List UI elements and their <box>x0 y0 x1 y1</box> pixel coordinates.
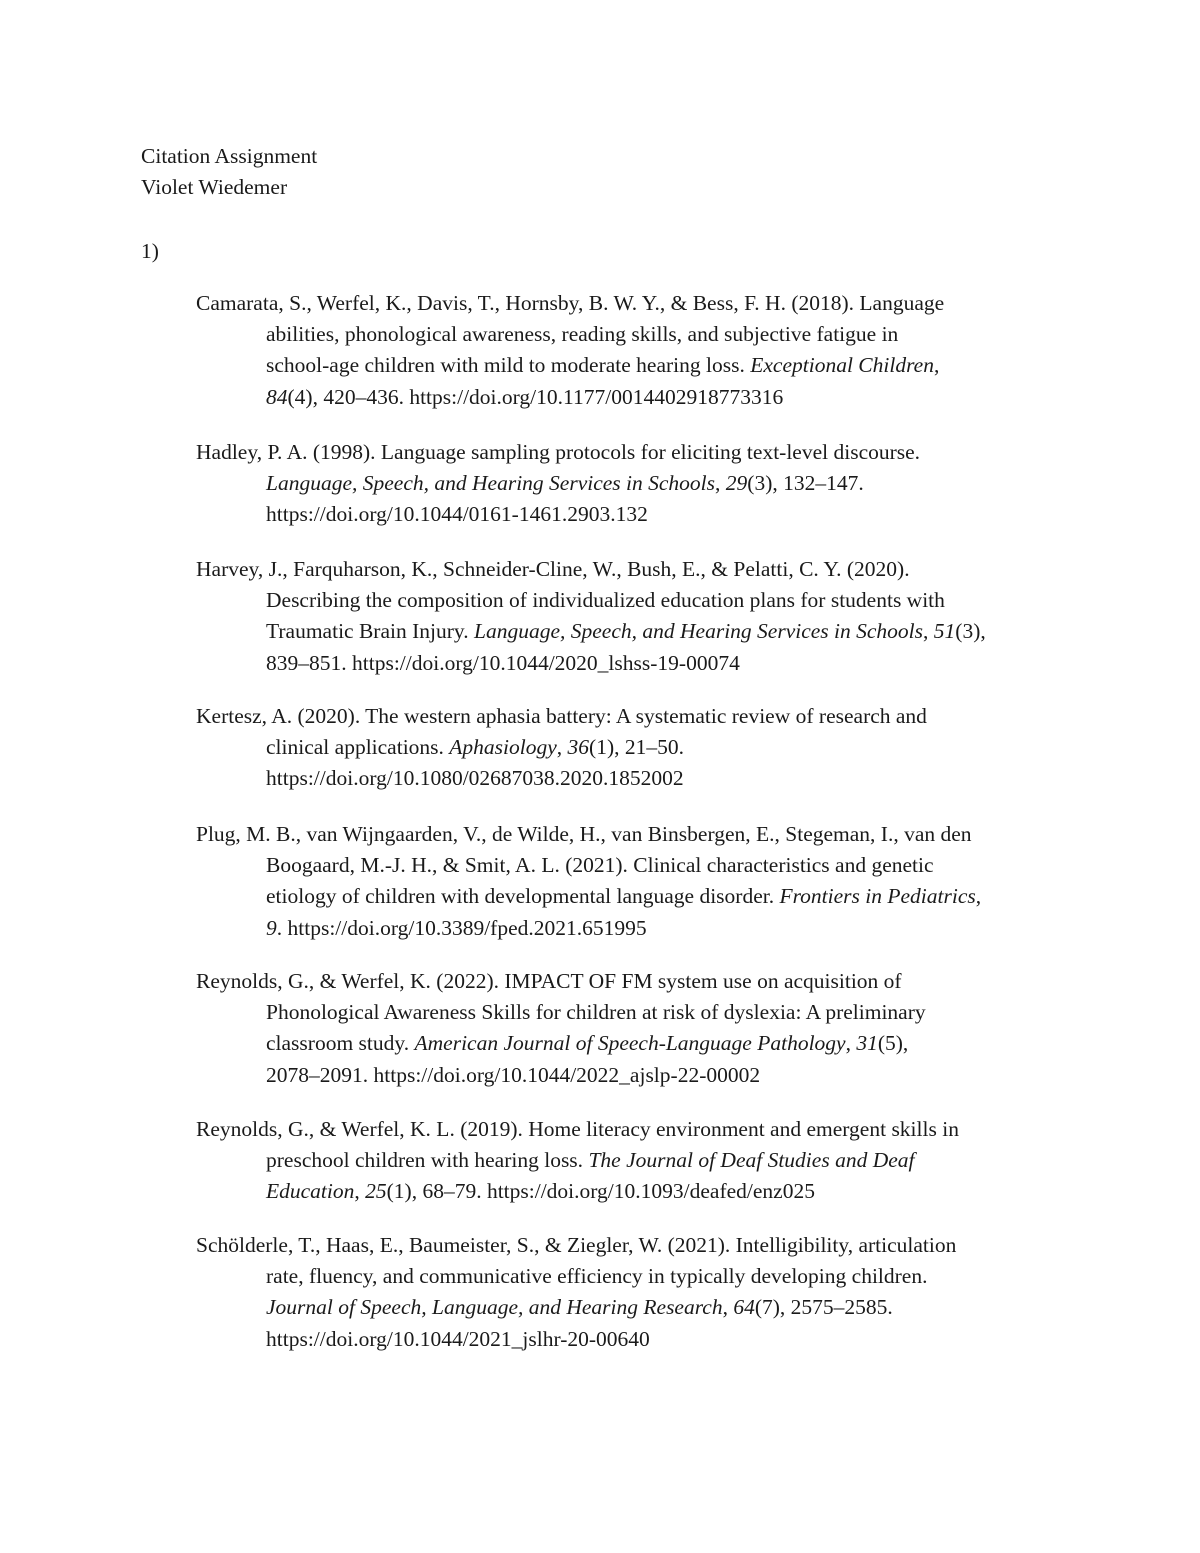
reference-line <box>196 1261 1076 1292</box>
reference-line <box>196 382 1076 413</box>
reference-text: https://doi.org/10.1080/02687038.2020.1852002 <box>266 766 684 791</box>
reference-line <box>196 966 1076 997</box>
reference-text: Reynolds, G., & Werfel, K. L. (2019). Home literacy environment and emergent skills in <box>196 1117 959 1141</box>
reference-text: Harvey, J., Farquharson, K., Schneider-Cline, W., Bush, E., & Pelatti, C. Y. (2020). <box>196 557 910 581</box>
reference-entry <box>196 554 1076 679</box>
reference-text: Plug, M. B., van Wijngaarden, V., de Wilde, H., van Binsbergen, E., Stegeman, I., van den <box>196 822 972 846</box>
reference-text: 2078–2091. https://doi.org/10.1044/2022_ajslp-22-00002 <box>266 1062 761 1087</box>
reference-line <box>196 468 1076 499</box>
reference-text: Reynolds, G., & Werfel, K. (2022). IMPACT OF FM system use on acquisition of <box>196 969 902 993</box>
reference-line <box>196 1230 1076 1261</box>
reference-text: (5), <box>877 1031 909 1056</box>
reference-line <box>196 913 1076 944</box>
reference-text: clinical applications. <box>266 735 450 760</box>
reference-italic-text: 25 <box>365 1179 387 1204</box>
reference-text: Hadley, P. A. (1998). Language sampling protocols for eliciting text-level discourse. <box>196 440 921 464</box>
reference-italic-text: Exceptional Children <box>750 353 934 378</box>
reference-line <box>196 350 1076 381</box>
reference-text: (4), 420–436. https://doi.org/10.1177/0014402918773316 <box>287 384 784 409</box>
reference-line <box>196 585 1076 616</box>
reference-entry <box>196 701 1076 795</box>
reference-text: , <box>923 619 934 644</box>
reference-text: , <box>722 1295 734 1320</box>
reference-entry <box>196 966 1076 1091</box>
reference-text: classroom study. <box>266 1031 415 1056</box>
reference-text: etiology of children with developmental language disorder. <box>266 884 780 909</box>
reference-text: 839–851. https://doi.org/10.1044/2020_lshss-19-00074 <box>266 650 740 675</box>
reference-text: . https://doi.org/10.3389/fped.2021.651995 <box>276 915 647 940</box>
reference-line <box>196 819 1076 850</box>
reference-line <box>196 554 1076 585</box>
reference-text: school-age children with mild to moderate hearing loss. <box>266 353 751 378</box>
reference-text: , <box>933 353 940 378</box>
reference-line <box>196 732 1076 763</box>
reference-text: (1), 21–50. <box>589 735 684 760</box>
reference-italic-text: 84 <box>266 384 288 409</box>
reference-line <box>196 701 1076 732</box>
reference-text: Phonological Awareness Skills for children at risk of dyslexia: A preliminary <box>266 1000 926 1025</box>
reference-italic-text: The Journal of Deaf Studies and Deaf <box>588 1148 915 1173</box>
reference-line <box>196 648 1076 679</box>
reference-text: , <box>975 884 982 909</box>
reference-italic-text: Language, Speech, and Hearing Services in Schools <box>474 619 924 644</box>
reference-text: , <box>845 1031 857 1056</box>
reference-text: rate, fluency, and communicative efficiency in typically developing children. <box>266 1264 928 1289</box>
reference-text: (1), 68–79. https://doi.org/10.1093/deafed/enz025 <box>386 1179 815 1204</box>
reference-line <box>196 1324 1076 1355</box>
reference-text: Describing the composition of individualized education plans for students with <box>266 588 945 613</box>
reference-text: (3), 132–147. <box>747 471 864 496</box>
reference-text: Kertesz, A. (2020). The western aphasia battery: A systematic review of research and <box>196 704 927 728</box>
reference-text: https://doi.org/10.1044/0161-1461.2903.132 <box>266 502 648 527</box>
reference-entry <box>196 437 1076 531</box>
reference-italic-text: 36 <box>567 735 590 760</box>
reference-italic-text: 9 <box>266 915 277 940</box>
reference-entry <box>196 1230 1076 1355</box>
document-title: Citation Assignment <box>141 144 318 168</box>
reference-line <box>196 1292 1076 1323</box>
reference-line <box>196 319 1076 350</box>
reference-italic-text: Language, Speech, and Hearing Services in Schools <box>266 471 716 496</box>
reference-text: (3), <box>955 619 986 644</box>
reference-text: , <box>354 1179 366 1204</box>
reference-italic-text: Journal of Speech, Language, and Hearing Research <box>266 1295 723 1320</box>
reference-text: , <box>556 735 568 760</box>
reference-entry <box>196 1114 1076 1208</box>
reference-line <box>196 1028 1076 1059</box>
reference-text: Camarata, S., Werfel, K., Davis, T., Hornsby, B. W. Y., & Bess, F. H. (2018). Language <box>196 291 945 315</box>
reference-line <box>196 499 1076 530</box>
reference-text: , <box>715 471 726 496</box>
reference-line <box>196 1114 1076 1145</box>
reference-italic-text: Frontiers in Pediatrics <box>779 884 976 909</box>
reference-line <box>196 1176 1076 1207</box>
author-name: Violet Wiedemer <box>141 175 288 199</box>
reference-line <box>196 850 1076 881</box>
document-header <box>141 141 317 203</box>
reference-line <box>196 997 1076 1028</box>
reference-text: https://doi.org/10.1044/2021_jslhr-20-00640 <box>266 1326 650 1351</box>
reference-line <box>196 1145 1076 1176</box>
reference-italic-text: 64 <box>733 1295 755 1320</box>
reference-text: Traumatic Brain Injury. <box>266 619 474 644</box>
reference-line <box>196 437 1076 468</box>
reference-italic-text: Aphasiology <box>449 735 557 760</box>
reference-entry <box>196 819 1076 944</box>
reference-line <box>196 881 1076 912</box>
reference-line <box>196 763 1076 794</box>
reference-italic-text: 31 <box>856 1031 878 1056</box>
reference-text: (7), 2575–2585. <box>754 1295 893 1320</box>
reference-line <box>196 616 1076 647</box>
question-number: 1) <box>141 239 159 263</box>
reference-line <box>196 288 1076 319</box>
reference-text: Schölderle, T., Haas, E., Baumeister, S., & Ziegler, W. (2021). Intelligibility, articulation <box>196 1233 957 1257</box>
reference-italic-text: 51 <box>933 619 956 644</box>
reference-line <box>196 1060 1076 1091</box>
reference-text: Boogaard, M.-J. H., & Smit, A. L. (2021). Clinical characteristics and genetic <box>266 853 934 878</box>
reference-entry <box>196 288 1076 413</box>
reference-text: abilities, phonological awareness, reading skills, and subjective fatigue in <box>266 322 899 347</box>
reference-italic-text: 29 <box>725 471 748 496</box>
reference-text: preschool children with hearing loss. <box>266 1148 589 1173</box>
reference-italic-text: American Journal of Speech-Language Pathology <box>414 1031 846 1056</box>
reference-italic-text: Education <box>266 1179 355 1204</box>
